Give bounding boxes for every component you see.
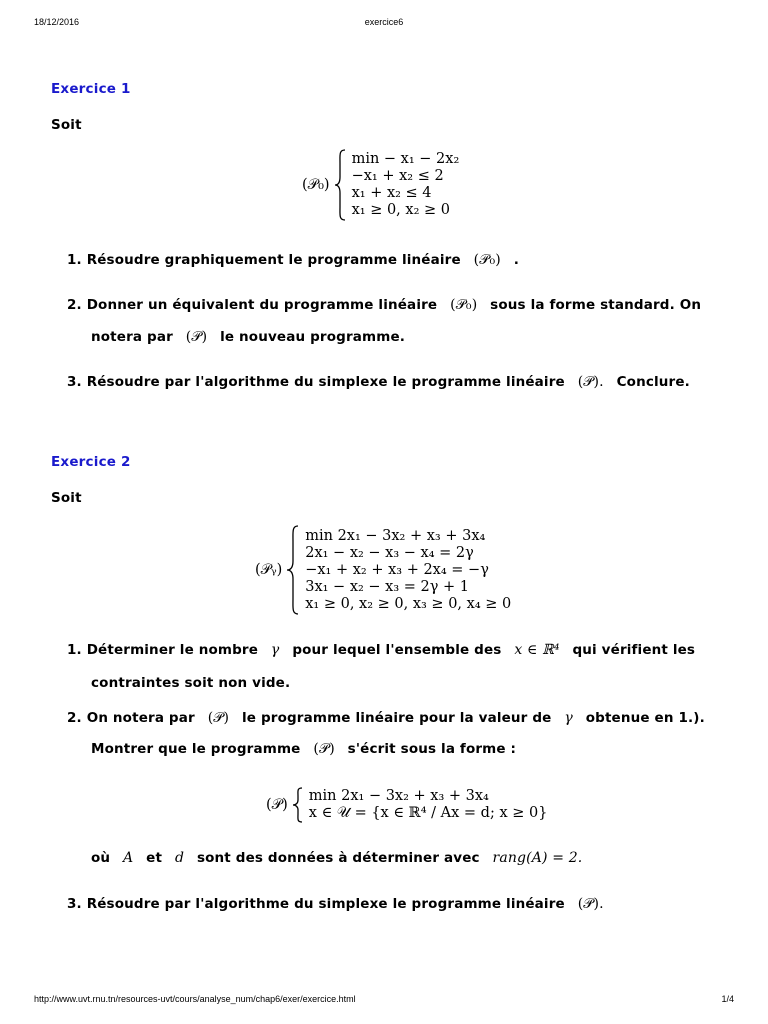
ex1-system-line: −x₁ + x₂ ≤ 2 xyxy=(351,168,444,184)
ex2-soit: Soit xyxy=(51,490,82,506)
ex2-standard-form-name: (𝒫) xyxy=(266,797,288,813)
ex2-system-name: (𝒫ᵧ) xyxy=(255,562,283,578)
ex2-system-line: min 2x₁ − 3x₂ + x₃ + 3x₄ xyxy=(305,527,486,544)
ex1-system-line: x₁ + x₂ ≤ 4 xyxy=(351,185,432,201)
left-brace-icon xyxy=(334,149,346,221)
ex2-question-2-line-1: 2. On notera par (𝒫) le programme linéaire pour la valeur de γ obtenue en 1.). xyxy=(67,710,705,726)
ex2-standard-form-line: min 2x₁ − 3x₂ + x₃ + 3x₄ xyxy=(308,788,489,804)
page-number: 1/4 xyxy=(721,994,734,1004)
page-url: http://www.uvt.rnu.tn/resources-uvt/cours/analyse_num/chap6/exer/exercice.html xyxy=(34,994,356,1004)
exercise-1-heading: Exercice 1 xyxy=(51,81,131,97)
ex2-standard-form-line: x ∈ 𝒰 = {x ∈ ℝ⁴ / Ax = d; x ≥ 0} xyxy=(308,805,548,821)
ex1-system xyxy=(302,149,459,221)
ex2-question-3: 3. Résoudre par l'algorithme du simplexe le programme linéaire (𝒫). xyxy=(67,896,604,912)
ex2-question-1-line-1: 1. Déterminer le nombre γ pour lequel l'ensemble des x ∈ ℝ⁴ qui vérifient les xyxy=(67,642,696,658)
page-title: exercice6 xyxy=(364,17,404,27)
ex2-system xyxy=(255,525,511,615)
ex1-soit: Soit xyxy=(51,117,82,133)
left-brace-icon xyxy=(292,787,303,823)
ex2-system-line: 3x₁ − x₂ − x₃ = 2γ + 1 xyxy=(305,578,470,595)
ex1-question-2-line-1: 2. Donner un équivalent du programme linéaire (𝒫₀) sous la forme standard. On xyxy=(67,297,702,313)
exercise-2-heading: Exercice 2 xyxy=(51,454,131,470)
ex1-question-1: 1. Résoudre graphiquement le programme linéaire (𝒫₀) . xyxy=(67,252,519,268)
ex2-question-2-line-3: où A et d sont des données à déterminer avec rang(A) = 2. xyxy=(91,850,583,866)
ex1-question-2-line-2: notera par (𝒫) le nouveau programme. xyxy=(91,329,406,345)
ex2-question-1-line-2: contraintes soit non vide. xyxy=(91,675,291,691)
ex2-system-line: 2x₁ − x₂ − x₃ − x₄ = 2γ xyxy=(305,544,474,561)
ex1-question-3: 3. Résoudre par l'algorithme du simplexe le programme linéaire (𝒫). Conclure. xyxy=(67,374,690,390)
left-brace-icon xyxy=(286,525,299,615)
ex2-question-2-line-2: Montrer que le programme (𝒫) s'écrit sous la forme : xyxy=(91,741,517,757)
ex1-system-name: (𝒫₀) xyxy=(302,177,330,193)
ex1-system-line: x₁ ≥ 0, x₂ ≥ 0 xyxy=(351,202,450,218)
ex2-system-line: −x₁ + x₂ + x₃ + 2x₄ = −γ xyxy=(305,561,489,578)
ex1-system-line: min − x₁ − 2x₂ xyxy=(351,151,460,167)
ex2-system-line: x₁ ≥ 0, x₂ ≥ 0, x₃ ≥ 0, x₄ ≥ 0 xyxy=(305,595,512,612)
ex2-standard-form xyxy=(266,787,547,823)
print-date: 18/12/2016 xyxy=(34,17,80,27)
